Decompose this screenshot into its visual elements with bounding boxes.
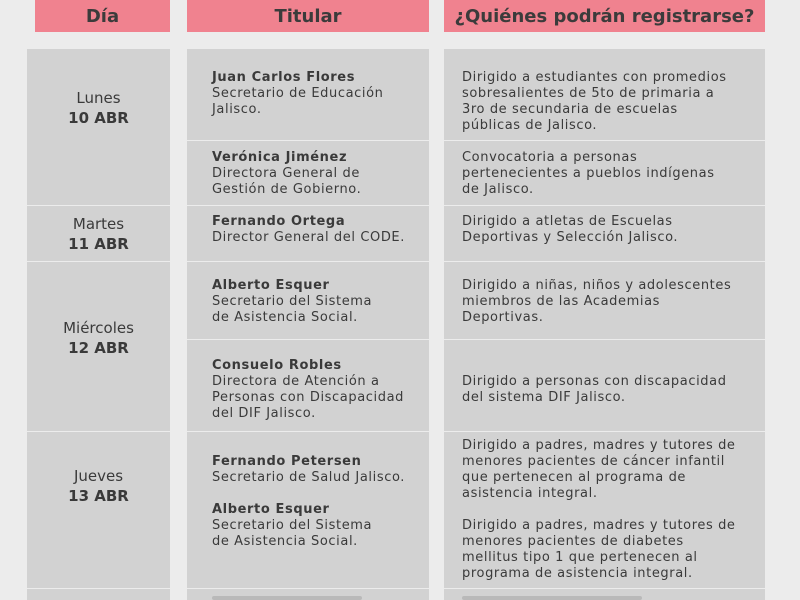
registration-text: Dirigido a padres, madres y tutores de menores pacientes de cáncer infantil que pertenecen al programa de asistencia integral. xyxy=(462,438,736,501)
titular-cell xyxy=(212,358,427,422)
day-cell-monday xyxy=(27,88,170,128)
person-name: Verónica Jiménez xyxy=(212,150,348,165)
person-name: Alberto Esquer xyxy=(212,278,330,293)
day-name: Miércoles xyxy=(63,319,134,337)
person-role: Secretario del Sistema de Asistencia Social. xyxy=(212,518,373,549)
day-date: 13 ABR xyxy=(68,487,129,505)
registration-text: Dirigido a niñas, niños y adolescentes miembros de las Academias Deportivas. xyxy=(462,278,732,325)
registration-cell xyxy=(462,278,762,326)
header-who-can-register: ¿Quiénes podrán registrarse? xyxy=(444,0,765,32)
person-role: Secretario del Sistema de Asistencia Social. xyxy=(212,294,373,325)
row-divider xyxy=(187,339,429,340)
row-divider xyxy=(187,588,429,589)
registration-cell xyxy=(462,438,762,502)
registration-text: Dirigido a atletas de Escuelas Deportivas y Selección Jalisco. xyxy=(462,214,679,245)
person-name: Alberto Esquer xyxy=(212,502,330,517)
row-divider xyxy=(27,588,170,589)
day-name: Martes xyxy=(72,215,125,233)
titular-cell xyxy=(212,502,427,550)
registration-cell xyxy=(462,150,762,198)
row-divider xyxy=(444,261,765,262)
person-name: Fernando Ortega xyxy=(212,214,346,229)
person-name: Fernando Petersen xyxy=(212,454,362,469)
person-role: Secretario de Educación Jalisco. xyxy=(212,86,384,117)
row-divider xyxy=(27,261,170,262)
titular-cell xyxy=(212,278,427,326)
row-divider xyxy=(187,140,429,141)
person-role: Director General del CODE. xyxy=(212,230,405,245)
registration-text: Dirigido a personas con discapacidad del sistema DIF Jalisco. xyxy=(462,374,727,405)
registration-text: Dirigido a padres, madres y tutores de menores pacientes de diabetes mellitus tipo 1 que pertenecen al programa de asistencia integral. xyxy=(462,518,736,581)
day-name: Lunes xyxy=(76,89,121,107)
registration-text: Dirigido a estudiantes con promedios sobresalientes de 5to de primaria a 3ro de secundaria de escuelas públicas de Jalisco. xyxy=(462,70,727,133)
cropped-text-fragment xyxy=(462,596,642,600)
day-name: Jueves xyxy=(73,467,124,485)
row-divider xyxy=(187,261,429,262)
day-date: 10 ABR xyxy=(68,109,129,127)
row-divider xyxy=(187,431,429,432)
day-date: 11 ABR xyxy=(68,235,129,253)
registration-cell xyxy=(462,374,762,406)
titular-cell xyxy=(212,214,427,246)
person-role: Directora de Atención a Personas con Discapacidad del DIF Jalisco. xyxy=(212,374,404,421)
person-name: Consuelo Robles xyxy=(212,358,342,373)
registration-cell xyxy=(462,70,762,134)
row-divider xyxy=(444,431,765,432)
titular-cell xyxy=(212,70,427,118)
header-day: Día xyxy=(35,0,170,32)
registration-cell xyxy=(462,518,762,582)
registration-text: Convocatoria a personas pertenecientes a pueblos indígenas de Jalisco. xyxy=(462,150,715,197)
cropped-text-fragment xyxy=(212,596,362,600)
row-divider xyxy=(27,431,170,432)
row-divider xyxy=(27,205,170,206)
header-titular: Titular xyxy=(187,0,429,32)
day-date: 12 ABR xyxy=(68,339,129,357)
day-cell-wednesday xyxy=(27,318,170,358)
row-divider xyxy=(444,588,765,589)
day-cell-thursday xyxy=(27,466,170,506)
row-divider xyxy=(444,140,765,141)
titular-cell xyxy=(212,454,427,486)
person-name: Juan Carlos Flores xyxy=(212,70,356,85)
registration-cell xyxy=(462,214,762,246)
person-role: Secretario de Salud Jalisco. xyxy=(212,470,405,485)
row-divider xyxy=(444,205,765,206)
person-role: Directora General de Gestión de Gobierno. xyxy=(212,166,362,197)
row-divider xyxy=(444,339,765,340)
titular-cell xyxy=(212,150,427,198)
day-cell-tuesday xyxy=(27,214,170,254)
row-divider xyxy=(187,205,429,206)
